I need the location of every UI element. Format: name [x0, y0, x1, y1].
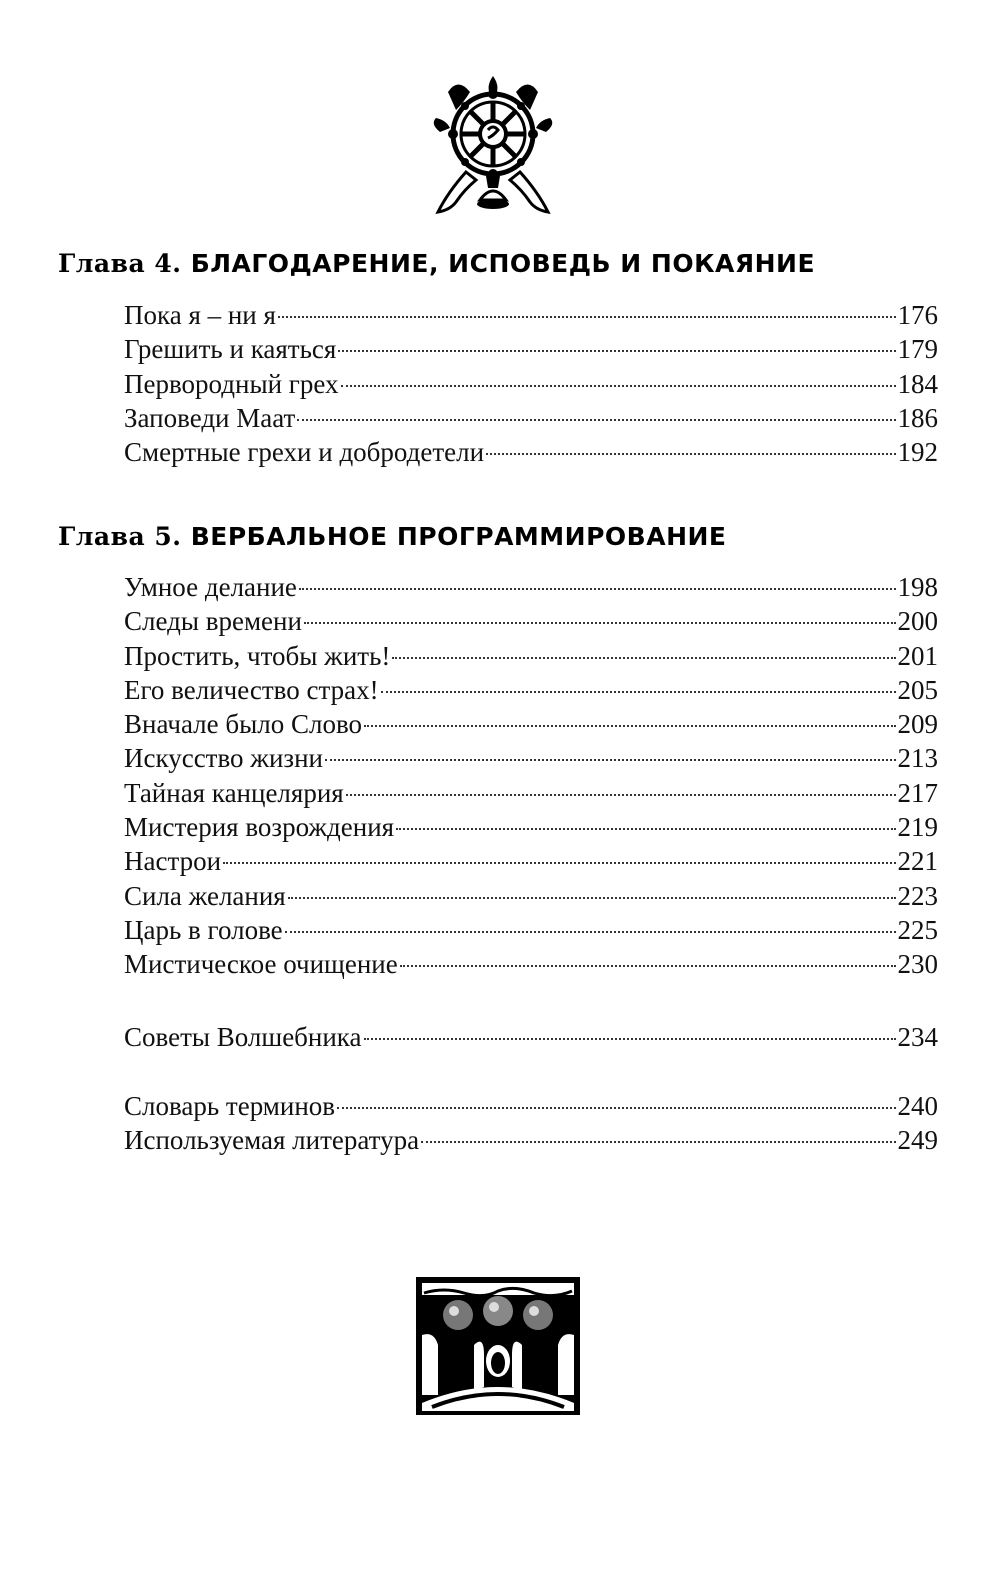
- toc-entry[interactable]: [124, 844, 938, 878]
- entry-title: Пока я – ни я: [124, 300, 276, 330]
- toc-entry[interactable]: [124, 776, 938, 810]
- advice-section: [124, 1020, 938, 1054]
- chapter-5-title: ВЕРБАЛЬНОЕ ПРОГРАММИРОВАНИЕ: [190, 522, 727, 551]
- toc-entry[interactable]: [124, 879, 938, 913]
- toc-entry[interactable]: [124, 1089, 938, 1123]
- entry-page: 205: [897, 674, 938, 705]
- dot-leader: [364, 1038, 896, 1040]
- dot-leader: [304, 622, 896, 624]
- dot-leader: [288, 897, 896, 899]
- entry-page: 200: [897, 606, 938, 637]
- entry-title: Сила желания: [124, 880, 286, 911]
- entry-title: Его величество страх!: [124, 674, 379, 705]
- dot-leader: [381, 691, 896, 693]
- appendix-section: [124, 1089, 938, 1158]
- entry-page: 213: [897, 743, 938, 774]
- chapter-4-entries: [124, 298, 938, 469]
- entry-title: Советы Волшебника: [124, 1022, 362, 1052]
- entry-page: 234: [897, 1022, 938, 1052]
- toc-entry[interactable]: [124, 947, 938, 981]
- toc-entry[interactable]: [124, 810, 938, 844]
- entry-page: 201: [897, 640, 938, 671]
- dot-leader: [400, 965, 896, 967]
- entry-title: Настрои: [124, 846, 222, 877]
- dot-leader: [337, 1107, 895, 1109]
- entry-page: 221: [897, 846, 938, 877]
- entry-page: 240: [897, 1091, 938, 1121]
- entry-title: Первородный грех: [124, 368, 339, 399]
- entry-page: 225: [897, 914, 938, 945]
- entry-page: 176: [897, 300, 938, 330]
- entry-page: 223: [897, 880, 938, 911]
- toc-entry[interactable]: [124, 913, 938, 947]
- entry-title: Грешить и каяться: [124, 334, 337, 365]
- toc-entry[interactable]: [124, 401, 938, 435]
- chapter-4-heading: [58, 249, 815, 278]
- dot-leader: [341, 385, 896, 387]
- toc-entry[interactable]: [124, 741, 938, 775]
- entry-title: Умное делание: [124, 572, 297, 602]
- dot-leader: [346, 794, 896, 796]
- chapter-5-prefix: Глава 5.: [58, 522, 182, 551]
- entry-title: Искусство жизни: [124, 743, 323, 774]
- toc-entry[interactable]: [124, 298, 938, 332]
- dot-leader: [486, 453, 895, 455]
- toc-entry[interactable]: [124, 673, 938, 707]
- entry-page: 192: [897, 437, 938, 468]
- toc-entry[interactable]: [124, 332, 938, 366]
- entry-title: Используемая литература: [124, 1125, 420, 1156]
- dot-leader: [299, 588, 896, 590]
- entry-page: 249: [897, 1125, 938, 1156]
- toc-entry[interactable]: [124, 707, 938, 741]
- entry-page: 219: [897, 812, 938, 843]
- chapter-4-title: БЛАГОДАРЕНИЕ, ИСПОВЕДЬ И ПОКАЯНИЕ: [190, 249, 816, 278]
- toc-entry[interactable]: [124, 1123, 938, 1157]
- entry-page: 209: [897, 709, 938, 740]
- dot-leader: [325, 759, 896, 761]
- entry-title: Тайная канцелярия: [124, 777, 344, 808]
- entry-title: Смертные грехи и добродетели: [124, 437, 485, 468]
- chapter-5-entries: [124, 570, 938, 982]
- toc-entry[interactable]: [124, 435, 938, 469]
- entry-page: 179: [897, 334, 938, 365]
- three-figures-vignette-icon: [414, 1275, 582, 1417]
- entry-title: Простить, чтобы жить!: [124, 640, 391, 671]
- entry-page: 186: [897, 402, 938, 433]
- entry-page: 230: [897, 949, 938, 980]
- toc-entry[interactable]: [124, 1020, 938, 1054]
- toc-entry[interactable]: [124, 639, 938, 673]
- chapter-5-heading: [58, 522, 727, 551]
- entry-title: Мистическое очищение: [124, 949, 398, 980]
- dot-leader: [278, 316, 896, 318]
- chapter-4-prefix: Глава 4.: [58, 249, 182, 278]
- toc-entry[interactable]: [124, 604, 938, 638]
- entry-page: 198: [897, 572, 938, 602]
- entry-title: Следы времени: [124, 606, 302, 637]
- toc-entry[interactable]: [124, 367, 938, 401]
- entry-page: 184: [897, 368, 938, 399]
- dot-leader: [338, 350, 895, 352]
- entry-page: 217: [897, 777, 938, 808]
- entry-title: Словарь терминов: [124, 1091, 336, 1121]
- entry-title: Заповеди Маат: [124, 402, 296, 433]
- dharma-wheel-icon: [428, 72, 558, 222]
- dot-leader: [392, 657, 895, 659]
- dot-leader: [396, 828, 895, 830]
- entry-title: Вначале было Слово: [124, 709, 363, 740]
- dot-leader: [364, 725, 895, 727]
- dot-leader: [297, 419, 895, 421]
- toc-entry[interactable]: [124, 570, 938, 604]
- dot-leader: [421, 1141, 895, 1143]
- entry-title: Мистерия возрождения: [124, 812, 395, 843]
- dot-leader: [285, 931, 896, 933]
- entry-title: Царь в голове: [124, 914, 283, 945]
- dot-leader: [223, 862, 895, 864]
